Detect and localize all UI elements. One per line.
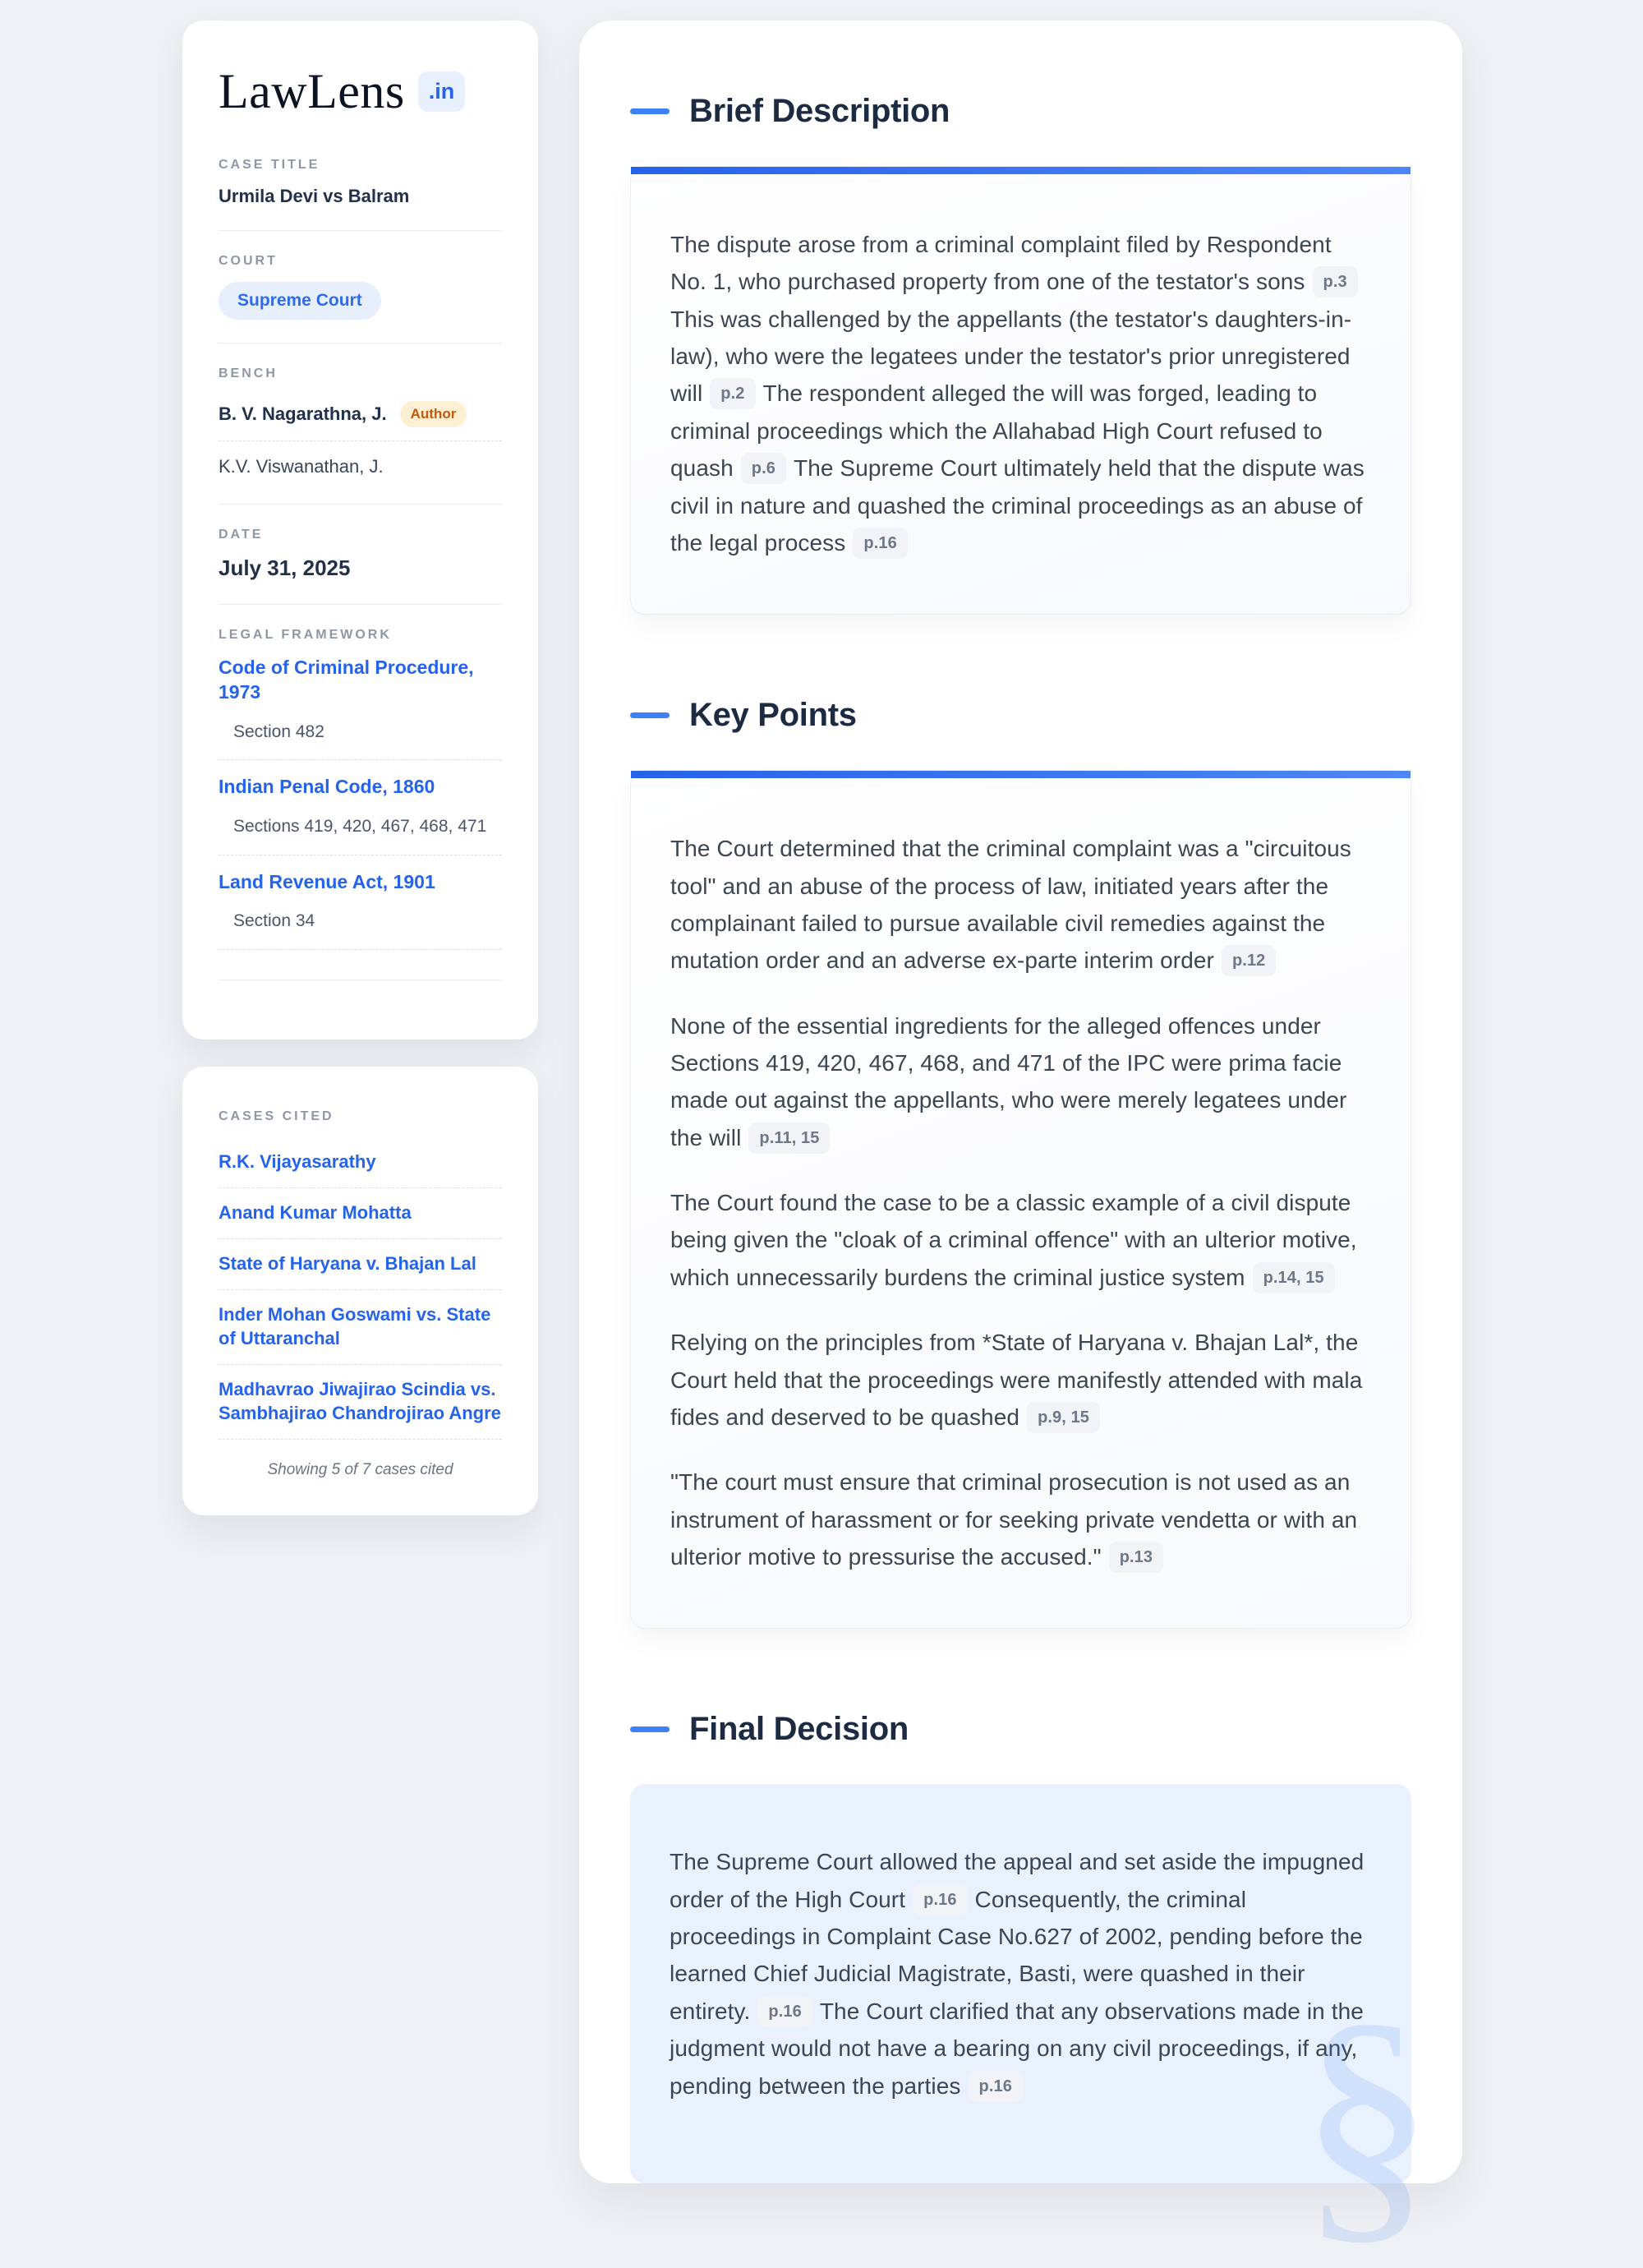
brief-description-heading [630, 93, 1411, 130]
panel-accent-bar [631, 771, 1411, 778]
text-segment: The Court clarified that any observations made in the judgment would not have a bearing on any civil proceedings, if any, pending between the parties [670, 1998, 1364, 2099]
key-point [670, 830, 1371, 979]
judge-name: B. V. Nagarathna, J. [219, 403, 387, 424]
section-accent-dash [630, 108, 670, 114]
key-points-heading [630, 697, 1411, 734]
text-segment: Consequently, the criminal proceedings in Complaint Case No.627 of 2002, pending before the learned Chief Judicial Magistrate, Basti, were quashed in their entirety. [670, 1886, 1363, 2024]
case-title-value: Urmila Devi vs Balram [219, 186, 410, 206]
page-ref-chip[interactable]: p.11, 15 [748, 1122, 830, 1154]
key-points-panel [630, 770, 1411, 1629]
court-section [219, 230, 502, 343]
cited-case-link[interactable]: Anand Kumar Mohatta [219, 1188, 502, 1239]
section-title: Final Decision [689, 1711, 909, 1748]
act-link-land-revenue[interactable]: Land Revenue Act, 1901 [219, 870, 435, 892]
brief-description-panel [630, 166, 1411, 615]
text-segment: The Court found the case to be a classic example of a civil dispute being given the "cloak of a criminal offence" with an ulterior motive, which unnecessarily burdens the criminal justice system [670, 1190, 1357, 1290]
judge-row [219, 441, 502, 481]
page-ref-chip[interactable]: p.12 [1222, 945, 1276, 976]
act-link-ipc[interactable]: Indian Penal Code, 1860 [219, 776, 435, 798]
page-ref-chip[interactable]: p.2 [710, 378, 755, 409]
text-segment: The dispute arose from a criminal complaint filed by Respondent No. 1, who purchased property from one of the testator's sons [670, 232, 1332, 295]
main-content-card [579, 21, 1462, 2268]
section-title: Key Points [689, 697, 857, 734]
cases-cited-footer: Showing 5 of 7 cases cited [267, 1461, 453, 1479]
page-ref-chip[interactable]: p.16 [757, 1996, 812, 2027]
logo-wordmark: LawLens [219, 64, 405, 118]
section-title: Brief Description [689, 93, 950, 129]
page-ref-chip[interactable]: p.16 [913, 1884, 967, 1915]
text-segment: "The court must ensure that criminal prosecution is not used as an instrument of harassment or for seeking private vendetta or with an ulterior motive to pressurise the accused." [670, 1469, 1358, 1570]
court-badge: Supreme Court [219, 282, 381, 320]
section-sign-watermark: § [1299, 1967, 1434, 2268]
act-sections: Section 34 [219, 899, 502, 949]
act-sections: Sections 419, 420, 467, 468, 471 [219, 804, 502, 855]
judge-name: K.V. Viswanathan, J. [219, 456, 384, 477]
section-accent-dash [630, 1726, 670, 1732]
key-point [670, 1184, 1371, 1296]
logo-domain-badge: .in [418, 71, 466, 112]
cases-cited-label: CASES CITED [219, 1109, 334, 1123]
cases-cited-card [182, 1067, 538, 1515]
key-point [670, 1007, 1371, 1156]
logo [219, 63, 502, 120]
cited-case-link[interactable]: State of Haryana v. Bhajan Lal [219, 1239, 502, 1290]
key-point [670, 1324, 1371, 1436]
case-title-label: CASE TITLE [219, 158, 320, 172]
bench-label: BENCH [219, 366, 278, 380]
date-label: DATE [219, 528, 264, 542]
final-decision-heading [630, 1711, 1411, 1748]
date-section [219, 504, 502, 604]
text-segment: The Supreme Court allowed the appeal and set aside the impugned order of the High Court [670, 1849, 1365, 1912]
judge-row [219, 394, 502, 441]
final-decision-panel [630, 1784, 1434, 2268]
brief-description-paragraph [670, 226, 1371, 561]
page-ref-chip[interactable]: p.9, 15 [1027, 1402, 1100, 1433]
text-segment: Relying on the principles from *State of Haryana v. Bhajan Lal*, the Court held that the proceedings were manifestly attended with mala fides and deserved to be quashed [670, 1330, 1363, 1430]
section-accent-dash [630, 712, 670, 718]
legal-framework-label: LEGAL FRAMEWORK [219, 628, 392, 642]
bench-section [219, 343, 502, 504]
author-badge: Author [400, 401, 467, 427]
cited-case-link[interactable]: Inder Mohan Goswami vs. State of Uttaranchal [219, 1290, 502, 1365]
text-segment: This was challenged by the appellants (the testator's daughters-in-law), who were the legatees under the testator's prior unregistered will [670, 306, 1352, 407]
page-ref-chip[interactable]: p.6 [741, 453, 786, 484]
page-ref-chip[interactable]: p.13 [1109, 1542, 1163, 1573]
text-segment: The Court determined that the criminal complaint was a "circuitous tool" and an abuse of the process of law, initiated years after the complainant failed to pursue available civil remedies against the mutation order and an adverse ex-parte interim order [670, 836, 1351, 974]
cited-case-link[interactable]: R.K. Vijayasarathy [219, 1137, 502, 1188]
page-ref-chip[interactable]: p.16 [853, 528, 907, 559]
final-decision-paragraph [670, 1843, 1372, 2104]
key-point [670, 1464, 1371, 1575]
text-segment: The Supreme Court ultimately held that the dispute was civil in nature and quashed the criminal proceedings as an abuse of the legal process [670, 455, 1365, 555]
court-label: COURT [219, 254, 278, 268]
panel-accent-bar [631, 167, 1411, 174]
sidebar [182, 21, 538, 1515]
page-ref-chip[interactable]: p.3 [1313, 266, 1358, 297]
act-link-crpc[interactable]: Code of Criminal Procedure, 1973 [219, 657, 474, 703]
case-info-card [182, 21, 538, 1040]
legal-framework-section [219, 604, 502, 1003]
text-segment: The respondent alleged the will was forged, leading to criminal proceedings which the Allahabad High Court refused to quash [670, 380, 1323, 482]
act-sections: Section 482 [219, 710, 502, 760]
case-title-section [219, 158, 502, 230]
cited-case-link[interactable]: Madhavrao Jiwajirao Scindia vs. Sambhajirao Chandrojirao Angre [219, 1365, 502, 1440]
date-value: July 31, 2025 [219, 555, 351, 580]
page-ref-chip[interactable]: p.14, 15 [1253, 1262, 1335, 1293]
text-segment: None of the essential ingredients for the alleged offences under Sections 419, 420, 467, 468, and 471 of the IPC were prima facie made out against the appellants, who were merely legatees under the will [670, 1012, 1347, 1150]
page-ref-chip[interactable]: p.16 [969, 2071, 1023, 2102]
